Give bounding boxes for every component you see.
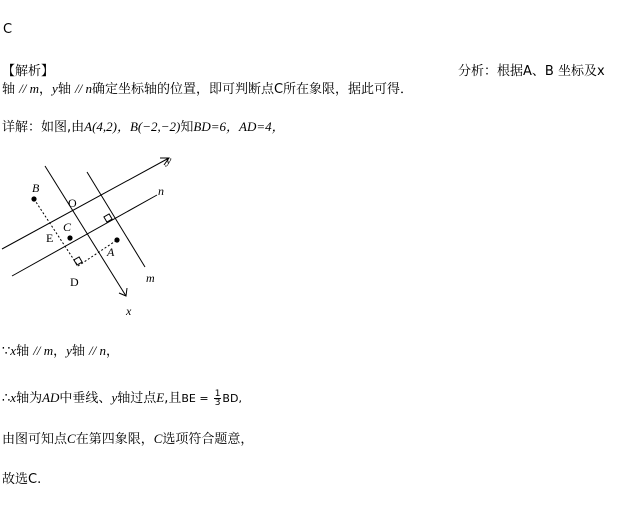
- point-A: [114, 237, 119, 242]
- text-parallel-n: // n: [74, 81, 92, 96]
- var-y-2: y: [111, 390, 118, 405]
- label-A: A: [107, 245, 115, 259]
- point-e-text: E: [156, 390, 165, 405]
- label-x: x: [126, 304, 132, 318]
- label-C: C: [63, 220, 72, 234]
- text-sep: ，: [39, 82, 53, 97]
- detail-prefix: 详解：如图,由: [2, 120, 85, 135]
- therefore-line: [2, 389, 242, 408]
- point-c-text: C: [67, 431, 76, 446]
- answer-letter: C: [3, 22, 13, 37]
- conclusion-line: [2, 431, 253, 448]
- because-text-1: 轴: [16, 344, 30, 359]
- conclusion-text-3: 选项符合题意，: [162, 432, 254, 447]
- final-answer: 故选C.: [2, 472, 42, 487]
- detail-lengths: BD=6，AD=4，: [193, 119, 285, 134]
- text-parallel-m: // m: [19, 81, 40, 96]
- label-E: E: [46, 231, 54, 245]
- bd-text: BD,: [222, 392, 242, 405]
- var-x-2: x: [10, 390, 17, 405]
- text-axis: 轴: [2, 82, 16, 97]
- fraction-one-third: [214, 390, 222, 407]
- x-axis-line: [45, 166, 126, 296]
- therefore-text-4: ,且: [164, 391, 182, 406]
- be-text: BE =: [181, 392, 209, 405]
- detail-coords: A(4,2)，B(−2,−2): [84, 119, 181, 134]
- var-y: y: [66, 343, 72, 358]
- therefore-symbol: ∴: [2, 391, 11, 406]
- text-axis-2: 轴: [57, 82, 71, 97]
- detail-know: 知: [180, 120, 194, 135]
- analysis-prefix: 分析：根据A、B 坐标及x: [458, 64, 605, 79]
- segment-ad-text: AD: [42, 390, 60, 405]
- fraction-numerator: 1: [214, 389, 221, 399]
- option-c-text: C: [153, 431, 163, 446]
- because-line: [2, 343, 119, 360]
- label-y: y: [166, 153, 172, 167]
- text-rest: 确定坐标轴的位置，即可判断点C所在象限，据此可得．: [91, 82, 414, 97]
- because-parallel-n: // n: [89, 343, 107, 358]
- conclusion-text-1: 由图可知点: [2, 432, 68, 447]
- because-parallel-m: // m: [33, 343, 54, 358]
- because-sep: ，: [53, 344, 67, 359]
- point-C: [67, 235, 72, 240]
- label-D: D: [70, 275, 79, 289]
- var-x: x: [10, 343, 17, 358]
- point-B: [31, 196, 36, 201]
- label-B: B: [32, 181, 40, 195]
- therefore-text-3: 轴过点: [117, 391, 157, 406]
- conclusion-text-2: 在第四象限，: [75, 432, 154, 447]
- fraction-denominator: 3: [214, 398, 221, 408]
- label-n: n: [158, 184, 164, 198]
- right-angle-mark-2: [74, 257, 82, 265]
- n-line: [12, 195, 157, 276]
- therefore-text-2: 中垂线、: [59, 391, 112, 406]
- because-symbol: ∵: [2, 344, 11, 359]
- geometry-figure: [0, 148, 200, 323]
- text-y: y: [52, 81, 58, 96]
- label-m: m: [146, 271, 155, 285]
- m-line: [87, 172, 145, 267]
- solution-label: 【解析】: [2, 64, 55, 79]
- label-O: O: [68, 196, 77, 210]
- because-end: ，: [106, 344, 120, 359]
- detail-line: [2, 119, 285, 136]
- therefore-text-1: 轴为: [16, 391, 43, 406]
- analysis-line-2: [2, 81, 413, 98]
- because-text-2: 轴: [71, 344, 85, 359]
